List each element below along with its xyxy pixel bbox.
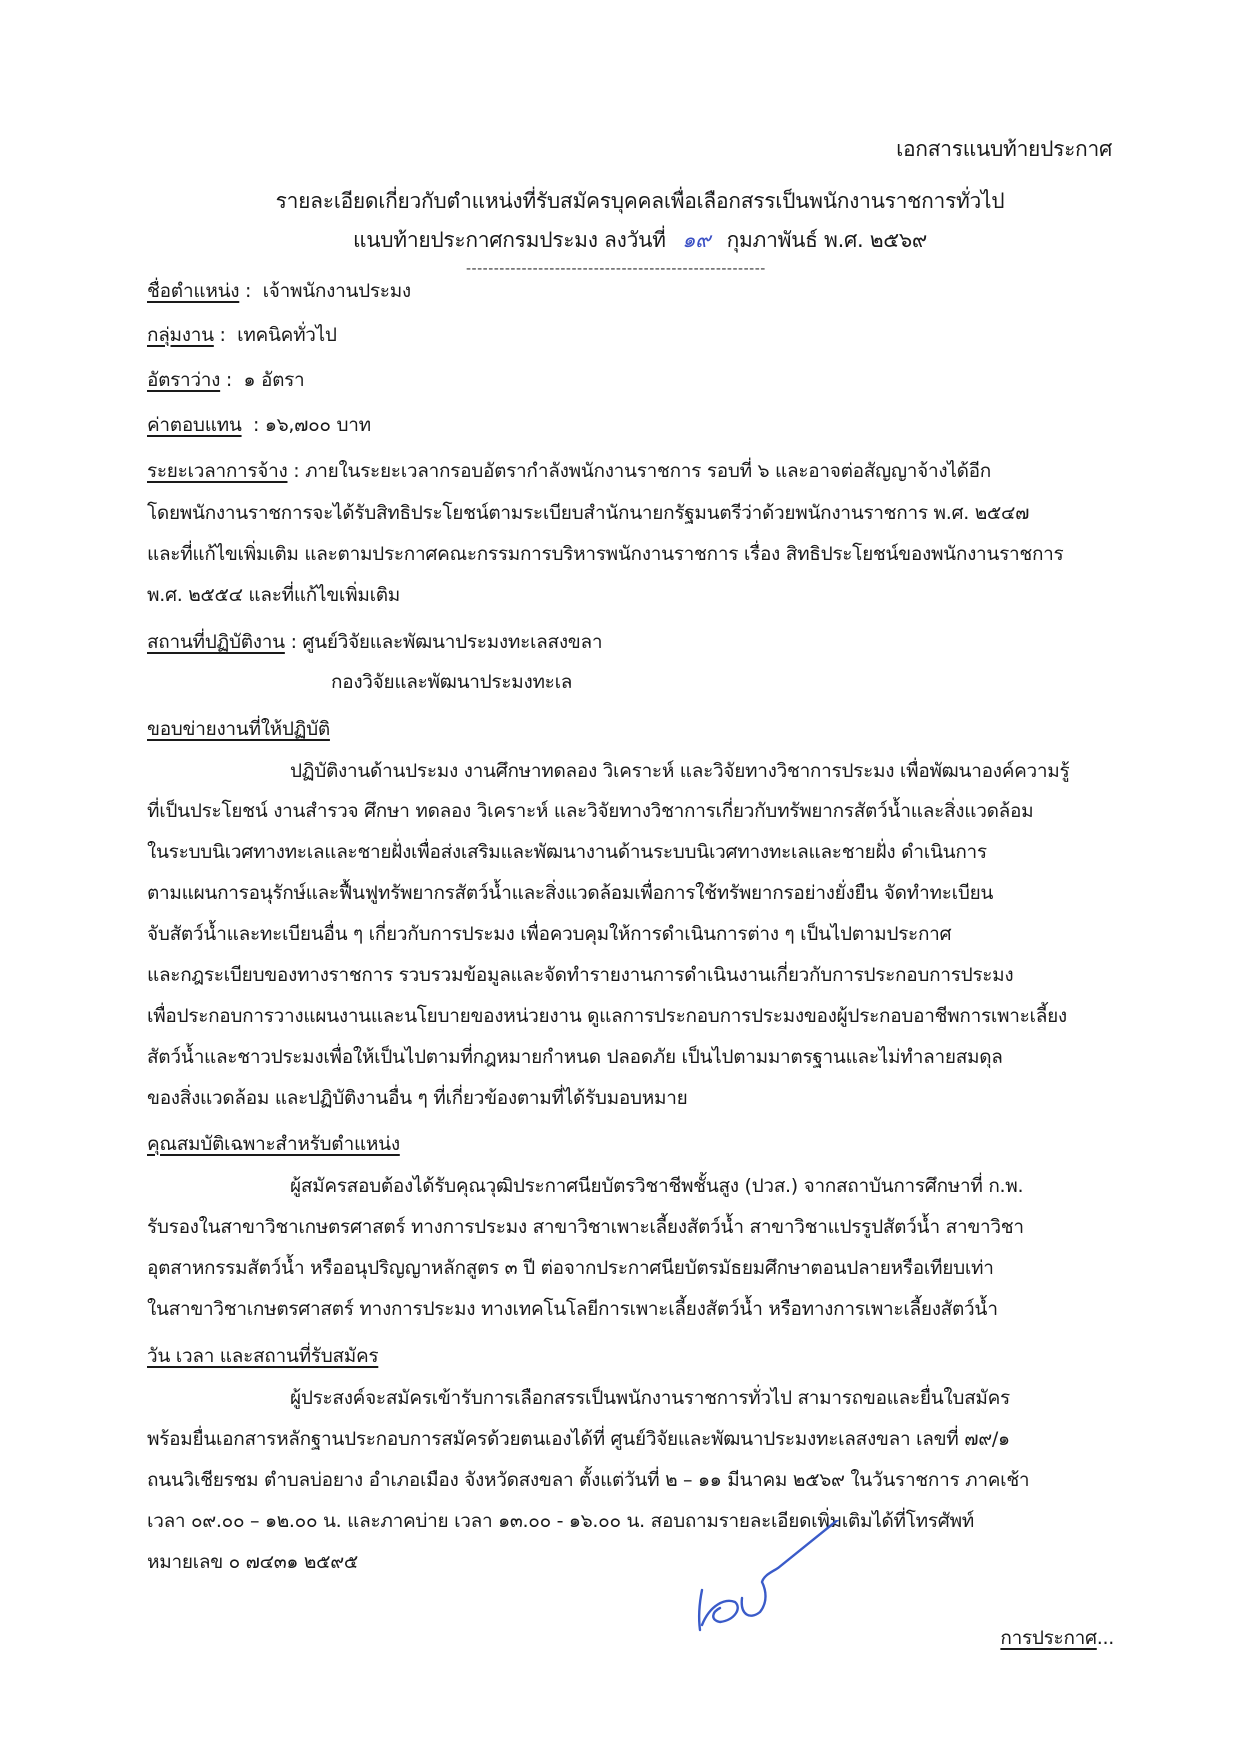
field-separator: : (220, 369, 244, 391)
scope-line: ที่เป็นประโยชน์ งานสำรวจ ศึกษา ทดลอง วิเคราะห์ และวิจัยทางวิชาการเกี่ยวกับทรัพยากรสัตว์น้ำและสิ่งแวดล้อม (147, 800, 1034, 822)
employment-period-line4: พ.ศ. ๒๕๕๔ และที่แก้ไขเพิ่มเติม (147, 584, 401, 606)
attachment-label: เอกสารแนบท้ายประกาศ (896, 137, 1112, 161)
workplace-text: : ศูนย์วิจัยและพัฒนาประมงทะเลสงขลา (284, 631, 603, 653)
scope-line: สัตว์น้ำและชาวประมงเพื่อให้เป็นไปตามที่กฎหมายกำหนด ปลอดภัย เป็นไปตามมาตรฐานและไม่ทำลายสมดุล (147, 1046, 1003, 1068)
employment-period-line3: และที่แก้ไขเพิ่มเติม และตามประกาศคณะกรรมการบริหารพนักงานราชการ เรื่อง สิทธิประโยชน์ของพนักงานราชการ (147, 543, 1064, 565)
field-separator: : (239, 280, 263, 302)
workplace-label: สถานที่ปฏิบัติงาน (147, 631, 285, 653)
field-label: กลุ่มงาน (147, 324, 214, 346)
application-line: ผู้ประสงค์จะสมัครเข้ารับการเลือกสรรเป็นพนักงานราชการทั่วไป สามารถขอและยื่นใบสมัคร (290, 1387, 1010, 1409)
signature-initials-icon (680, 1520, 880, 1640)
field-separator: : (241, 414, 265, 436)
field-value: ๑ อัตรา (243, 369, 305, 391)
scope-heading: ขอบข่ายงานที่ให้ปฏิบัติ (147, 718, 330, 740)
application-heading: วัน เวลา และสถานที่รับสมัคร (147, 1345, 379, 1367)
document-title: รายละเอียดเกี่ยวกับตำแหน่งที่รับสมัครบุคคลเพื่อเลือกสรรเป็นพนักงานราชการทั่วไป (275, 189, 1005, 213)
employment-period-text: : ภายในระยะเวลากรอบอัตรากำลังพนักงานราชการ รอบที่ ๖ และอาจต่อสัญญาจ้างได้อีก (287, 460, 991, 482)
field-vacancy (147, 367, 304, 393)
application-line: พร้อมยื่นเอกสารหลักฐานประกอบการสมัครด้วยตนเองได้ที่ ศูนย์วิจัยและพัฒนาประมงทะเลสงขลา เลขที่ ๗๙/๑ (147, 1428, 1010, 1450)
employment-period-line2: โดยพนักงานราชการจะได้รับสิทธิประโยชน์ตามระเบียบสำนักนายกรัฐมนตรีว่าด้วยพนักงานราชการ พ.ศ. ๒๕๔๗ (147, 502, 1030, 524)
scope-line: เพื่อประกอบการวางแผนงานและนโยบายของหน่วยงาน ดูแลการประกอบการประมงของผู้ประกอบอาชีพการเพาะเลี้ยง (147, 1005, 1067, 1027)
field-label: อัตราว่าง (147, 369, 221, 391)
workplace-line1 (147, 629, 602, 655)
qualifications-line: ผู้สมัครสอบต้องได้รับคุณวุฒิประกาศนียบัตรวิชาชีพชั้นสูง (ปวส.) จากสถาบันการศึกษาที่ ก.พ. (290, 1175, 1024, 1197)
continue-marker (1000, 1625, 1114, 1651)
field-value: เทคนิคทั่วไป (237, 324, 337, 346)
scope-line: ปฏิบัติงานด้านประมง งานศึกษาทดลอง วิเคราะห์ และวิจัยทางวิชาการประมง เพื่อพัฒนาองค์ความรู้ (290, 760, 1070, 782)
continue-ellipsis: ... (1096, 1627, 1114, 1649)
scope-line: ตามแผนการอนุรักษ์และฟื้นฟูทรัพยากรสัตว์น้ำและสิ่งแวดล้อมเพื่อการใช้ทรัพยากรอย่างยั่งยืน จัดทำทะเบียน (147, 882, 994, 904)
qualifications-line: รับรองในสาขาวิชาเกษตรศาสตร์ ทางการประมง สาขาวิชาเพาะเลี้ยงสัตว์น้ำ สาขาวิชาแปรรูปสัตว์น้ำ สาขาวิชา (147, 1216, 1024, 1238)
field-position (147, 278, 411, 304)
subtitle-prefix: แนบท้ายประกาศกรมประมง ลงวันที่ (352, 228, 666, 252)
application-line: หมายเลข ๐ ๗๔๓๑ ๒๕๙๕ (147, 1551, 358, 1573)
title-divider: ------------------------------------------------------ (466, 261, 766, 277)
continue-label: การประกาศ (1000, 1627, 1097, 1649)
field-value: ๑๖,๗๐๐ บาท (264, 414, 371, 436)
workplace-line2: กองวิจัยและพัฒนาประมงทะเล (331, 671, 573, 693)
field-salary (147, 412, 371, 438)
qualifications-line: อุตสาหกรรมสัตว์น้ำ หรืออนุปริญญาหลักสูตร ๓ ปี ต่อจากประกาศนียบัตรมัธยมศึกษาตอนปลายหรือเทียบเท่า (147, 1257, 994, 1279)
qualifications-line: ในสาขาวิชาเกษตรศาสตร์ ทางการประมง ทางเทคโนโลยีการเพาะเลี้ยงสัตว์น้ำ หรือทางการเพาะเลี้ยงสัตว์น้ำ (147, 1298, 998, 1320)
employment-period-line1 (147, 458, 991, 484)
scope-line: ของสิ่งแวดล้อม และปฏิบัติงานอื่น ๆ ที่เกี่ยวข้องตามที่ได้รับมอบหมาย (147, 1087, 688, 1109)
field-value: เจ้าพนักงานประมง (262, 280, 411, 302)
application-line: ถนนวิเชียรชม ตำบลบ่อยาง อำเภอเมือง จังหวัดสงขลา ตั้งแต่วันที่ ๒ – ๑๑ มีนาคม ๒๕๖๙ ในวันราชการ ภาคเช้า (147, 1469, 1030, 1491)
scope-line: จับสัตว์น้ำและทะเบียนอื่น ๆ เกี่ยวกับการประมง เพื่อควบคุมให้การดำเนินการต่าง ๆ เป็นไปตามประกาศ (147, 923, 952, 945)
scope-line: และกฎระเบียบของทางราชการ รวบรวมข้อมูลและจัดทำรายงานการดำเนินงานเกี่ยวกับการประกอบการประมง (147, 964, 1014, 986)
application-line: เวลา ๐๙.๐๐ – ๑๒.๐๐ น. และภาคบ่าย เวลา ๑๓.๐๐ - ๑๖.๐๐ น. สอบถามรายละเอียดเพิ่มเติมได้ที่โทรศัพท์ (147, 1510, 975, 1532)
subtitle-suffix: กุมภาพันธ์ พ.ศ. ๒๕๖๙ (726, 228, 928, 252)
field-separator: : (213, 324, 238, 346)
employment-period-label: ระยะเวลาการจ้าง (147, 460, 288, 482)
field-group (147, 322, 337, 348)
document-subtitle (0, 227, 1240, 253)
field-label: ชื่อตำแหน่ง (147, 280, 240, 302)
field-label: ค่าตอบแทน (147, 414, 242, 436)
qualifications-heading: คุณสมบัติเฉพาะสำหรับตำแหน่ง (147, 1133, 400, 1155)
scope-line: ในระบบนิเวศทางทะเลและชายฝั่งเพื่อส่งเสริมและพัฒนางานด้านระบบนิเวศทางทะเลและชายฝั่ง ดำเนินการ (147, 841, 987, 863)
handwritten-day: ๑๙ (682, 228, 711, 252)
